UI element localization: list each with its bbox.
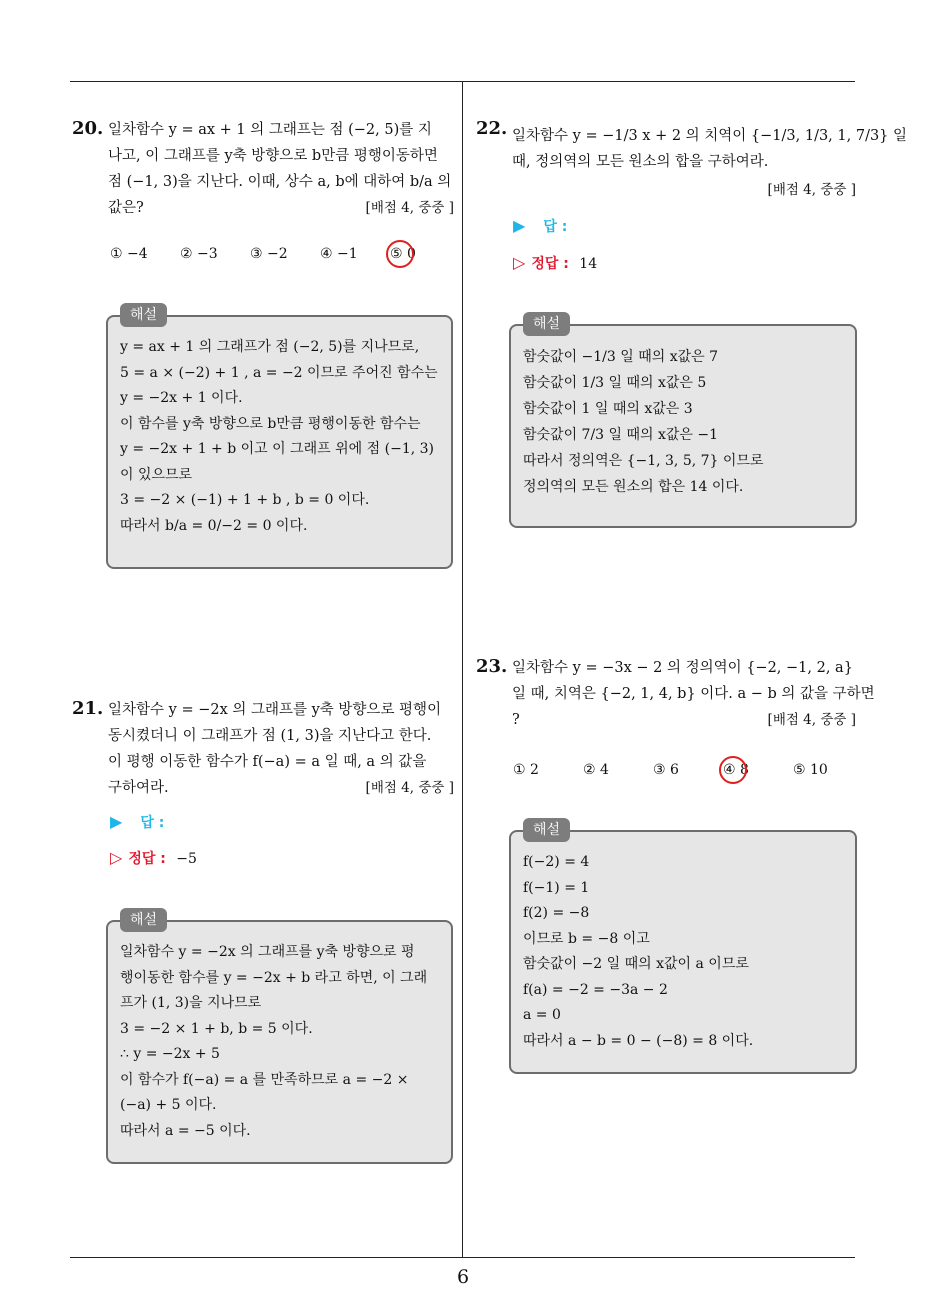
bottom-rule [70, 1257, 855, 1258]
score-label: [배점 4, 중중 ] [767, 712, 856, 728]
solution-line: 이 함수가 f(−a) = a 를 만족하므로 a = −2 × [120, 1071, 409, 1088]
page-number: 6 [456, 1266, 470, 1288]
outline-arrow-icon: ▷ [513, 253, 526, 272]
score-label: [배점 4, 중중 ] [767, 182, 856, 198]
column-divider [462, 82, 463, 1258]
solution-line: 5 = a × (−2) + 1 , a = −2 이므로 주어진 함수는 [120, 364, 438, 381]
problem-line: 일차함수 y = ax + 1 의 그래프는 점 (−2, 5)를 지 [108, 122, 432, 138]
solution-line: 일차함수 y = −2x 의 그래프를 y축 방향으로 평 [120, 944, 415, 960]
problem-text [512, 123, 908, 175]
selected-answer-circle [719, 756, 747, 784]
problem-21 [72, 697, 454, 801]
choices-23 [513, 762, 853, 784]
problem-line: 일차함수 y = −1/3 x + 2 의 치역이 {−1/3, 1/3, 1, 7/3} 일 [512, 128, 908, 144]
solution-line: 이 함수를 y축 방향으로 b만큼 평행이동한 함수는 [120, 415, 421, 432]
score-label: [배점 4, 중중 ] [365, 200, 454, 216]
problem-line: 일차함수 y = −3x − 2 의 정의역이 {−2, −1, 2, a} [512, 660, 853, 676]
solution-box-20 [106, 307, 453, 569]
solution-tab: 해설 [120, 908, 167, 932]
solution-line: y = ax + 1 의 그래프가 점 (−2, 5)를 지나므로, [120, 339, 420, 355]
solution-tab: 해설 [120, 303, 167, 327]
problem-23 [476, 655, 875, 733]
solution-line: f(−1) = 1 [523, 879, 590, 896]
solution-line: 이므로 b = −8 이고 [523, 930, 650, 947]
problem-line: 점 (−1, 3)을 지난다. 이때, 상수 a, b에 대하여 b/a 의 [108, 174, 452, 190]
solution-line: ∴ y = −2x + 5 [120, 1046, 220, 1062]
outline-arrow-icon: ▷ [110, 848, 123, 867]
choice-4[interactable]: ④ 8 [723, 762, 749, 778]
problem-number: 21. [72, 698, 104, 719]
choice-2[interactable]: ② −3 [180, 246, 218, 262]
solution-line: f(a) = −2 = −3a − 2 [523, 981, 668, 998]
solution-line: f(−2) = 4 [523, 854, 590, 870]
solution-box-23 [509, 822, 857, 1074]
correct-row-22 [513, 253, 597, 273]
problem-number: 20. [72, 118, 104, 139]
solution-tab: 해설 [523, 818, 570, 842]
solution-line: y = −2x + 1 + b 이고 이 그래프 위에 점 (−1, 3) [120, 441, 434, 457]
choice-5[interactable]: ⑤ 10 [793, 762, 828, 778]
choice-1[interactable]: ① −4 [110, 246, 148, 262]
problem-22 [476, 117, 908, 198]
solution-line: 함숫값이 −1/3 일 때의 x값은 7 [523, 349, 719, 365]
selected-answer-circle [386, 240, 414, 268]
solution-line: a = 0 [523, 1007, 561, 1023]
solution-line: 함숫값이 1 일 때의 x값은 3 [523, 401, 693, 417]
correct-row-21 [110, 848, 197, 868]
solution-line: 함숫값이 −2 일 때의 x값이 a 이므로 [523, 956, 749, 972]
problem-line: 동시켰더니 이 그래프가 점 (1, 3)을 지난다고 한다. [108, 728, 432, 744]
choice-3[interactable]: ③ −2 [250, 246, 288, 262]
choice-3[interactable]: ③ 6 [653, 762, 679, 778]
answer-row-22 [513, 216, 567, 236]
correct-label: 정답 : [128, 851, 166, 867]
problem-line: 일 때, 치역은 {−2, 1, 4, b} 이다. a − b 의 값을 구하면 [512, 686, 875, 702]
problem-line: 값은? [108, 200, 144, 216]
solution-box-21 [106, 912, 453, 1164]
choice-5[interactable]: ⑤ 0 [390, 246, 416, 262]
problem-line: 구하여라. [108, 780, 169, 796]
choice-2[interactable]: ② 4 [583, 762, 609, 778]
solution-line: 3 = −2 × (−1) + 1 + b , b = 0 이다. [120, 492, 370, 508]
score-label: [배점 4, 중중 ] [365, 780, 454, 796]
solution-line: 함숫값이 1/3 일 때의 x값은 5 [523, 375, 707, 391]
answer-row-21 [110, 812, 164, 832]
solution-line: (−a) + 5 이다. [120, 1097, 217, 1113]
problem-number: 23. [476, 656, 508, 677]
problem-number: 22. [476, 118, 508, 139]
problem-line: 때, 정의역의 모든 원소의 합을 구하여라. [512, 154, 769, 170]
correct-label: 정답 : [531, 256, 569, 272]
play-arrow-icon: ▶ [110, 812, 123, 831]
solution-line: 정의역의 모든 원소의 합은 14 이다. [523, 479, 744, 495]
choice-1[interactable]: ① 2 [513, 762, 539, 778]
solution-tab: 해설 [523, 312, 570, 336]
solution-line: 행이동한 함수를 y = −2x + b 라고 하면, 이 그래 [120, 969, 428, 986]
problem-line: 나고, 이 그래프를 y축 방향으로 b만큼 평행이동하면 [108, 148, 438, 164]
solution-line: 이 있으므로 [120, 466, 193, 483]
problem-line: ? [512, 712, 520, 728]
choice-4[interactable]: ④ −1 [320, 246, 358, 262]
solution-line: 따라서 b/a = 0/−2 = 0 이다. [120, 517, 308, 534]
solution-line: f(2) = −8 [523, 905, 590, 921]
solution-line: 프가 (1, 3)을 지나므로 [120, 995, 262, 1011]
solution-line: 따라서 a − b = 0 − (−8) = 8 이다. [523, 1032, 754, 1049]
solution-line: 따라서 정의역은 {−1, 3, 5, 7} 이므로 [523, 453, 764, 469]
correct-value: 14 [579, 256, 598, 272]
solution-box-22 [509, 316, 857, 528]
problem-20 [72, 117, 454, 221]
solution-line: 3 = −2 × 1 + b, b = 5 이다. [120, 1020, 313, 1037]
choices-20 [110, 246, 450, 268]
answer-label: 답 : [543, 219, 568, 235]
correct-value: −5 [176, 851, 197, 867]
problem-line: 이 평행 이동한 함수가 f(−a) = a 일 때, a 의 값을 [108, 754, 427, 770]
answer-label: 답 : [140, 815, 165, 831]
play-arrow-icon: ▶ [513, 216, 526, 235]
problem-line: 일차함수 y = −2x 의 그래프를 y축 방향으로 평행이 [108, 702, 442, 718]
solution-line: 함숫값이 7/3 일 때의 x값은 −1 [523, 427, 719, 443]
solution-line: y = −2x + 1 이다. [120, 390, 243, 406]
solution-line: 따라서 a = −5 이다. [120, 1122, 251, 1139]
